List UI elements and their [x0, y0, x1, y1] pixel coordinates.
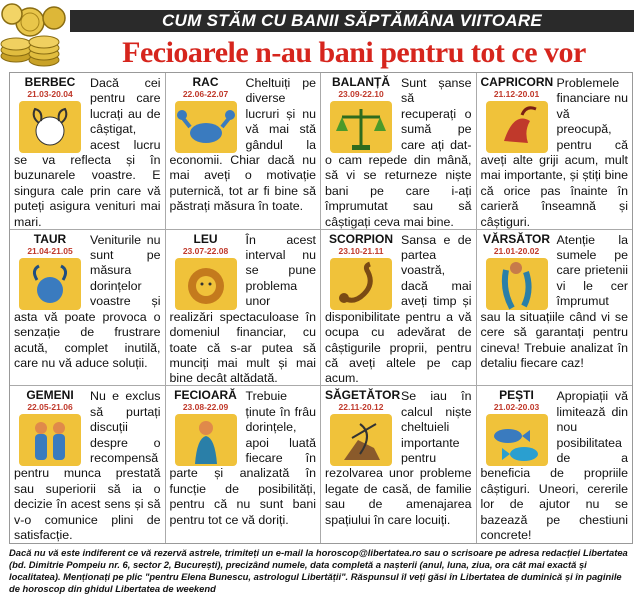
sign-text: Veniturile nu sunt pe măsura dorințelor voastre și asta vă poate provoca o senzație de frustrare acută, complet inutilă, care nu vă aduce soluții. [14, 232, 161, 370]
sign-dates: 22.05-21.06 [27, 402, 73, 413]
ram-icon [19, 101, 81, 153]
sign-dates: 22.11-20.12 [338, 402, 384, 413]
lion-icon [175, 258, 237, 310]
sign-dates: 21.04-21.05 [27, 245, 73, 256]
sign-cell-12 [477, 386, 633, 543]
scales-icon [330, 101, 392, 153]
sign-name: BERBEC [24, 75, 76, 89]
sign-text: Apropiații vă limitează din nou posibilitatea de a beneficia de propriile câștiguri. Uneori, cererile lor de ajutor nu se bazează pe chestiuni concrete! [480, 389, 628, 542]
scorpion-icon [330, 258, 392, 310]
sign-cell-7 [321, 230, 477, 387]
sign-header [481, 233, 553, 310]
sign-cell-1 [10, 73, 166, 230]
sign-header [14, 76, 86, 153]
sign-name: GEMENI [26, 388, 74, 403]
sign-header [14, 233, 86, 310]
sign-name: CAPRICORN [480, 75, 554, 89]
sign-name: FECIOARĂ [174, 388, 237, 403]
sign-text: Sansa e de partea voastră, dacă mai aveți timp și disponibilitate pentru a vă ocupa cu adevărat de câștigurile proprii, pentru că aveți altele pe cap acum. [325, 232, 472, 386]
sign-name: SCORPION [328, 231, 393, 246]
sign-header [481, 76, 553, 153]
water-bearer-icon [486, 258, 548, 310]
sign-header [170, 389, 242, 466]
coins-stack-image [0, 0, 70, 68]
sign-header [325, 76, 397, 153]
sign-cell-10 [166, 386, 322, 543]
sign-name: LEU [193, 231, 218, 246]
horoscope-grid [9, 72, 633, 544]
sign-name: PEȘTI [499, 388, 534, 403]
sign-text: Atenție la sumele pe care prietenii vi le cer împrumut sau la situațiile când vi se cere să garantați pentru cineva! Trebuie analizat în detaliu fiecare caz! [480, 232, 628, 370]
sign-cell-8 [477, 230, 633, 387]
sign-cell-4 [477, 73, 633, 230]
sign-dates: 21.02-20.03 [493, 402, 540, 413]
sign-cell-3 [321, 73, 477, 230]
sign-dates: 23.10-21.11 [338, 245, 384, 256]
page-headline: Fecioarele n-au bani pentru tot ce vor [122, 36, 586, 69]
crab-icon [175, 101, 237, 153]
sign-text: Nu e exclus să purtați discuții despre o recompensă pentru munca prestată sau superiorii să ia o decizie în acest sens și să v-o comunice plini de satisfacție. [14, 389, 161, 542]
sign-dates: 23.09-22.10 [338, 89, 384, 99]
bull-icon [19, 258, 81, 310]
footer-note: Dacă nu vă este indiferent ce vă rezervă astrele, trimiteți un e-mail la horoscop@libertatea.ro sau o scrisoare pe adresa redacției Libertatea (bd. Dimitrie Pompeiu nr. 6, sector 2, București), precizând numele, data completă a nașterii (anul, luna, ziua, ora cât mai exactă și localitatea). Menționați pe plic "pentru Elena Bunescu, astrologul Libertății". Răspunsul îl veți găsi în Libertatea de duminică și în paginile de horoscop din ghidul Libertatea de weekend [9, 547, 628, 594]
sign-header [325, 388, 401, 466]
sign-header [481, 389, 553, 466]
sign-cell-9 [10, 386, 166, 543]
sign-dates: 23.08-22.09 [182, 402, 229, 413]
sign-name: RAC [192, 75, 219, 89]
sign-header [325, 233, 397, 310]
sign-name: BALANȚĂ [332, 75, 390, 89]
sign-cell-6 [166, 230, 322, 387]
sign-cell-11 [321, 386, 477, 543]
sign-name: VĂRSĂTOR [482, 231, 551, 246]
section-banner: CUM STĂM CU BANII SĂPTĂMÂNA VIITOARE [70, 10, 634, 32]
sign-name: SĂGETĂTOR [325, 388, 401, 403]
sign-dates: 23.07-22.08 [182, 245, 229, 256]
sign-dates: 22.06-22.07 [182, 89, 229, 99]
sign-header [170, 76, 242, 153]
archer-icon [330, 414, 392, 466]
sign-cell-2 [166, 73, 322, 230]
sign-text: În acest interval nu se pune problema unor realizări spectaculoase în domeniul financiar, cu toate că s-ar putea să munciți mai mult și mai bine decât altădată. [169, 232, 316, 386]
sign-dates: 21.01-20.02 [493, 245, 540, 256]
sign-dates: 21.03-20.04 [27, 89, 73, 99]
sign-text: Problemele financiare nu vă preocupă, pentru că aveți alte griji acum, mult mai importante, și știți bine că orice pas înainte în carieră înseamnă și câștiguri. [480, 76, 628, 229]
sign-text: Se iau în calcul niște cheltuieli importante pentru rezolvarea unor probleme legate de casă, de familie sau de amenajarea spațiului în care locuiți. [325, 389, 472, 527]
goat-icon [486, 101, 548, 153]
sign-name: TAUR [33, 231, 67, 246]
twins-icon [19, 414, 81, 466]
sign-cell-5 [10, 230, 166, 387]
sign-text: Sunt șanse să recuperați o sumă pe care ați dat-o cam repede din mână, să vi se returneze niște bani pe care i-ați împrumutat sau să câștigați ceva mai bine. [325, 76, 472, 229]
sign-header [14, 389, 86, 466]
sign-header [170, 233, 242, 310]
sign-text: Dacă cei pentru care lucrați au de câștigat, acest lucru se va reflecta și în buzunarele voastre. E singura cale prin care vă puteți asigura venituri mai mari. [14, 76, 161, 229]
sign-dates: 21.12-20.01 [493, 89, 540, 99]
maiden-icon [175, 414, 237, 466]
sign-text: Cheltuiți pe diverse lucruri și nu vă mai stă gândul la economii. Chiar dacă nu mai aveți o motivație puternică, tot ar fi bine să păstrați măsura în toate. [169, 76, 316, 214]
fish-icon [486, 414, 548, 466]
sign-text: Trebuie ținute în frâu dorințele, apoi luată fiecare în parte și analizată în funcție de posibilități, pentru că nu sunt bani pentru tot ce vă doriți. [169, 389, 316, 527]
